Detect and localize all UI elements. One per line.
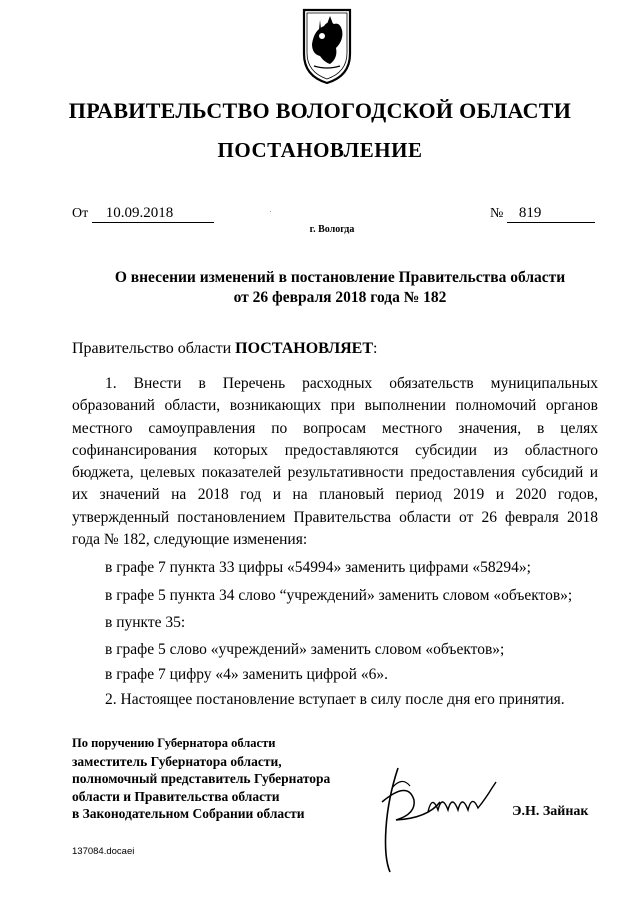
change-item: в пункте 35: (105, 614, 186, 631)
document-number: 819 (507, 205, 595, 223)
document-type: ПОСТАНОВЛЕНИЕ (217, 138, 423, 162)
change-item: в графе 7 цифру «4» заменить цифрой «6». (105, 666, 388, 683)
intro-decree-word: ПОСТАНОВЛЯЕТ (235, 340, 374, 357)
number-field (490, 205, 595, 223)
intro-text: Правительство области (72, 340, 232, 357)
signatory-line: заместитель Губернатора области, (72, 753, 282, 769)
paragraph-1: 1. Внести в Перечень расходных обязательств муниципальных образований области, возникающих при выполнении полномочий органов местного самоуправления по вопросам местного значения, в целях софинансирования которых предоставляются субсидии из областного бюджета, целевых показателей результативности предоставления субсидий и их значений на 2018 год и на плановый период 2019 и 2020 годов, утвержденный постановлением Правительства области от 26 февраля 2018 года № 182, следующие изменения: (72, 375, 598, 549)
signatory-line: По поручению Губернатора области (72, 736, 276, 750)
resolution-intro (72, 340, 377, 358)
signatory-name: Э.Н. Зайнак (512, 804, 589, 819)
document-title-line-2: от 26 февраля 2018 года № 182 (233, 289, 447, 306)
handwritten-signature (368, 758, 503, 876)
intro-colon: : (373, 340, 378, 357)
signatory-position (72, 735, 330, 823)
change-item: в графе 5 слово «учреждений» заменить словом «объектов»; (105, 641, 505, 658)
file-code: 137084.docaei (72, 846, 135, 857)
signatory-line: полномочный представитель Губернатора (72, 771, 331, 786)
city-label: г. Вологда (309, 224, 355, 235)
document-title (60, 268, 620, 308)
government-name: ПРАВИТЕЛЬСТВО ВОЛОГОДСКОЙ ОБЛАСТИ (68, 98, 572, 123)
change-item: в графе 5 пункта 34 слово “учреждений» заменить словом «объектов»; (105, 587, 573, 604)
date-prefix: От (72, 206, 89, 221)
scan-speck (270, 211, 271, 212)
date-field (72, 205, 214, 223)
document-date: 10.09.2018 (92, 205, 214, 223)
coat-of-arms-emblem (300, 6, 354, 86)
change-item: в графе 7 пункта 33 цифры «54994» заменить цифрами «58294»; (105, 559, 531, 576)
signatory-line: области и Правительства области (72, 788, 280, 804)
paragraph-2: 2. Настоящее постановление вступает в силу после дня его принятия. (105, 691, 565, 708)
signatory-line: в Законодательном Собрании области (72, 806, 305, 821)
document-title-line-1: О внесении изменений в постановление Правительства области (114, 269, 566, 286)
number-prefix: № (490, 206, 504, 221)
